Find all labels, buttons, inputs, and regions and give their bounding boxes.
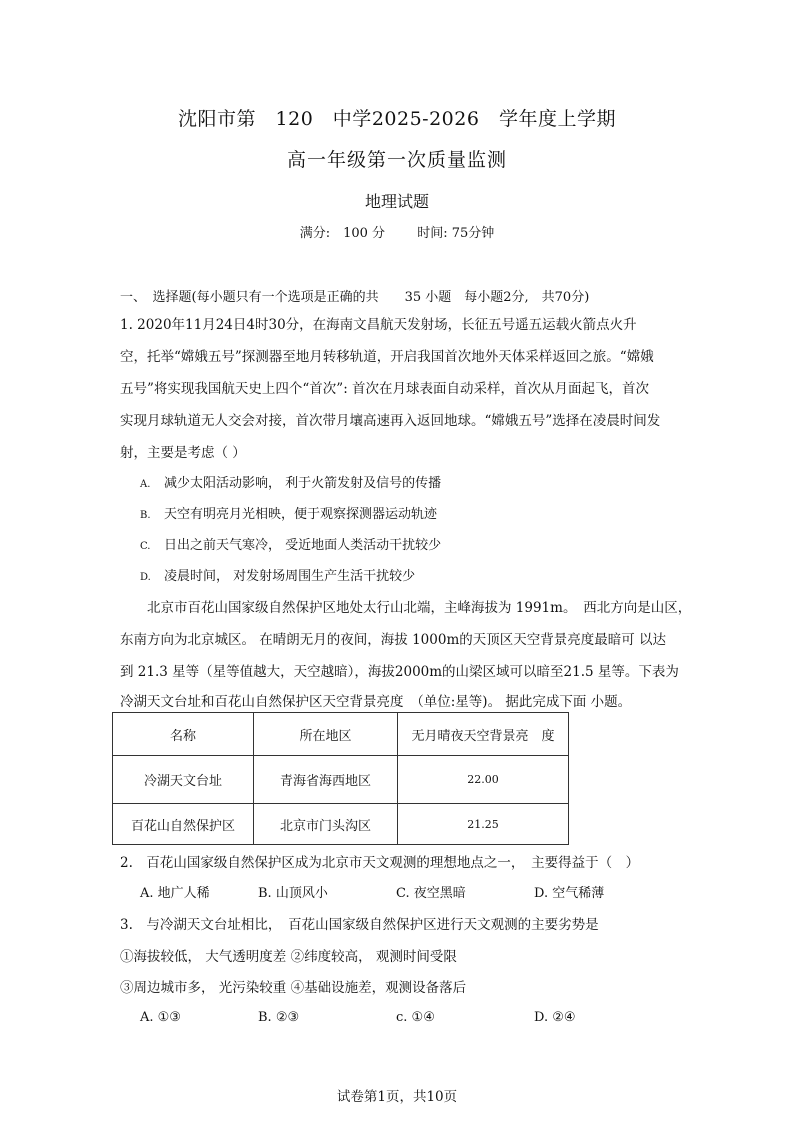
passage-line: 冷湖天文台址和百花山自然保护区天空背景亮度 （单位:星等)。 据此完成下面 小题。	[120, 694, 632, 710]
q3-choice-c[interactable]: c. ①④	[396, 1010, 435, 1025]
q1-line: 空，托举“嫦娥五号”探测器至地月转移轨道，开启我国首次地外天体采样返回之旅。“嫦娥	[120, 349, 654, 365]
q1-option-a[interactable]	[140, 472, 441, 491]
passage-line: 到 21.3 星等（星等值越大，天空越暗），海拔2000m的山梁区域可以暗至21.5 星等。下表为	[120, 664, 679, 680]
exam-subtitle: 高一年级第一次质量监测	[286, 149, 507, 171]
q2-stem: 2. 百花山国家级自然保护区成为北京市天文观测的理想地点之一， 主要得益于（ ）	[120, 855, 640, 871]
option-text: 天空有明亮月光相映，便于观察探测器运动轨迹	[164, 507, 438, 522]
option-label: D.	[140, 572, 151, 583]
table-cell: 21.25	[398, 804, 569, 845]
option-text: 凌晨时间， 对发射场周围生产生活干扰较少	[164, 569, 416, 584]
q1-option-d[interactable]	[140, 565, 415, 584]
passage-line: 北京市百花山国家级自然保护区地处太行山北端，主峰海拔为 1991m。 西北方向是山区，	[120, 600, 692, 616]
option-label: A.	[140, 479, 151, 490]
q3-choice-d[interactable]: D. ②④	[534, 1010, 576, 1025]
q2-choice-d[interactable]: D. 空气稀薄	[534, 886, 605, 901]
table-row	[113, 804, 569, 845]
option-label: C.	[140, 541, 151, 552]
subject-title: 地理试题	[364, 192, 429, 211]
q1-line: 实现月球轨道无人交会对接，首次带月壤高速再入返回地球。“嫦娥五号”选择在凌晨时间发	[120, 413, 661, 429]
q2-choice-c[interactable]: C. 夜空黑暗	[396, 886, 466, 901]
page-footer: 试卷第1页，共10页	[336, 1089, 458, 1105]
q3-choice-b[interactable]: B. ②③	[258, 1010, 300, 1025]
sky-brightness-table	[112, 712, 569, 845]
exam-time: 时间: 75分钟	[417, 226, 495, 241]
q1-option-b[interactable]	[140, 503, 437, 522]
table-cell: 青海省海西地区	[254, 756, 398, 804]
table-cell: 22.00	[398, 756, 569, 804]
exam-meta	[0, 222, 794, 241]
q2-choice-b[interactable]: B. 山顶风小	[258, 886, 328, 901]
q3-items-line: ①海拔较低， 大气透明度差 ②纬度较高， 观测时间受限	[120, 949, 457, 965]
q3-choice-a[interactable]: A. ①③	[140, 1010, 181, 1025]
option-text: 减少太阳活动影响， 利于火箭发射及信号的传播	[164, 476, 442, 491]
table-cell: 北京市门头沟区	[254, 804, 398, 845]
table-cell: 百花山自然保护区	[113, 804, 254, 845]
full-score: 满分: 100 分	[299, 226, 386, 241]
table-header-cell: 所在地区	[254, 713, 398, 756]
table-row	[113, 756, 569, 804]
q2-choice-a[interactable]: A. 地广人稀	[140, 886, 210, 901]
q1-option-c[interactable]	[140, 534, 441, 553]
q1-line: 五号”将实现我国航天史上四个“首次”: 首次在月球表面自动采样，首次从月面起飞，首次	[120, 381, 650, 397]
q1-line: 射，主要是考虑（ ）	[120, 445, 246, 461]
q1-line: 1. 2020年11月24日4时30分，在海南文昌航天发射场，长征五号遥五运载火箭点火升	[120, 317, 637, 333]
q3-items-line: ③周边城市多， 光污染较重 ④基础设施差，观测设备落后	[120, 980, 467, 996]
passage-line: 东南方向为北京城区。 在晴朗无月的夜间，海拔 1000m的天顶区天空背景亮度最暗可 以达	[120, 632, 667, 648]
option-label: B.	[140, 510, 151, 521]
table-cell: 冷湖天文台址	[113, 756, 254, 804]
table-header-row	[113, 713, 569, 756]
option-text: 日出之前天气寒冷， 受近地面人类活动干扰较少	[164, 538, 442, 553]
table-header-cell: 无月晴夜天空背景亮 度	[398, 713, 569, 756]
exam-title: 沈阳市第 120 中学2025-2026 学年度上学期	[178, 108, 616, 130]
section-heading: 一、 选择题(每小题只有一个选项是正确的共 35 小题 每小题2分, 共70分)	[120, 290, 590, 305]
table-header-cell: 名称	[113, 713, 254, 756]
q3-stem: 3. 与冷湖天文台址相比， 百花山国家级自然保护区进行天文观测的主要劣势是	[120, 917, 599, 933]
